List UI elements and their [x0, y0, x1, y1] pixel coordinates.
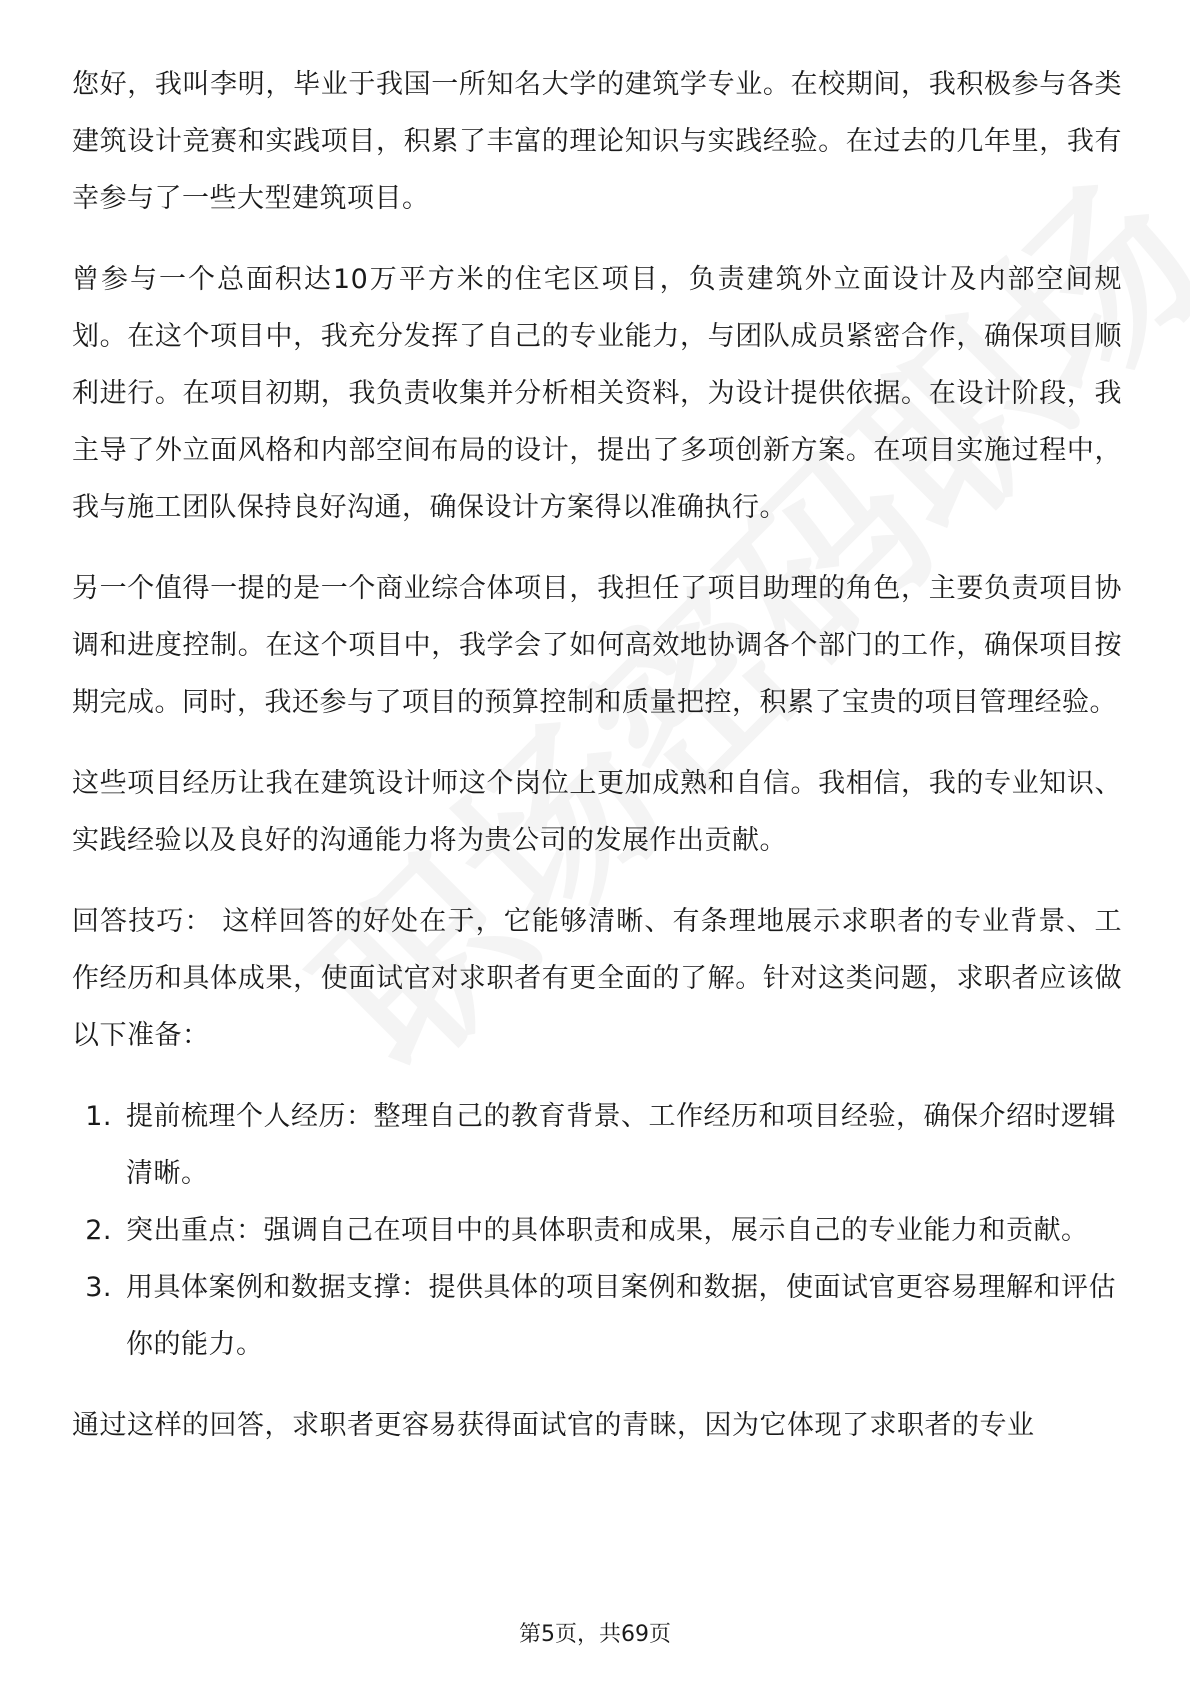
list-number: 1. — [85, 1101, 112, 1132]
paragraph-intro: 您好，我叫李明，毕业于我国一所知名大学的建筑学专业。在校期间，我积极参与各类建筑设计竞赛和实践项目，积累了丰富的理论知识与实践经验。在过去的几年里，我有幸参与了一些大型建筑项目。 — [72, 69, 1122, 214]
list-item — [72, 1259, 1122, 1373]
paragraph-commercial-project: 另一个值得一提的是一个商业综合体项目，我担任了项目助理的角色，主要负责项目协调和进度控制。在这个项目中，我学会了如何高效地协调各个部门的工作，确保项目按期完成。同时，我还参与了项目的预算控制和质量把控，积累了宝贵的项目管理经验。 — [72, 573, 1122, 718]
list-text: 提前梳理个人经历：整理自己的教育背景、工作经历和项目经验，确保介绍时逻辑清晰。 — [126, 1101, 1116, 1189]
paragraph-residential-project: 曾参与一个总面积达10万平方米的住宅区项目，负责建筑外立面设计及内部空间规划。在这个项目中，我充分发挥了自己的专业能力，与团队成员紧密合作，确保项目顺利进行。在项目初期，我负责收集并分析相关资料，为设计提供依据。在设计阶段，我主导了外立面风格和内部空间布局的设计，提出了多项创新方案。在项目实施过程中，我与施工团队保持良好沟通，确保设计方案得以准确执行。 — [72, 264, 1122, 523]
document-body — [72, 56, 1122, 1478]
page-footer: 第5页，共69页 — [519, 1622, 671, 1647]
list-item — [72, 1202, 1122, 1259]
preparation-list — [72, 1088, 1122, 1373]
list-number: 3. — [85, 1272, 112, 1303]
paragraph-answer-tips: 回答技巧： 这样回答的好处在于，它能够清晰、有条理地展示求职者的专业背景、工作经历和具体成果，使面试官对求职者有更全面的了解。针对这类问题，求职者应该做以下准备： — [72, 906, 1122, 1051]
list-text: 用具体案例和数据支撑：提供具体的项目案例和数据，使面试官更容易理解和评估你的能力。 — [126, 1272, 1116, 1360]
paragraph-closing: 通过这样的回答，求职者更容易获得面试官的青睐，因为它体现了求职者的专业 — [72, 1410, 1035, 1441]
paragraph-summary: 这些项目经历让我在建筑设计师这个岗位上更加成熟和自信。我相信，我的专业知识、实践经验以及良好的沟通能力将为贵公司的发展作出贡献。 — [72, 768, 1122, 856]
list-item — [72, 1088, 1122, 1202]
list-text: 突出重点：强调自己在项目中的具体职责和成果，展示自己的专业能力和贡献。 — [126, 1215, 1089, 1246]
list-number: 2. — [85, 1215, 112, 1246]
